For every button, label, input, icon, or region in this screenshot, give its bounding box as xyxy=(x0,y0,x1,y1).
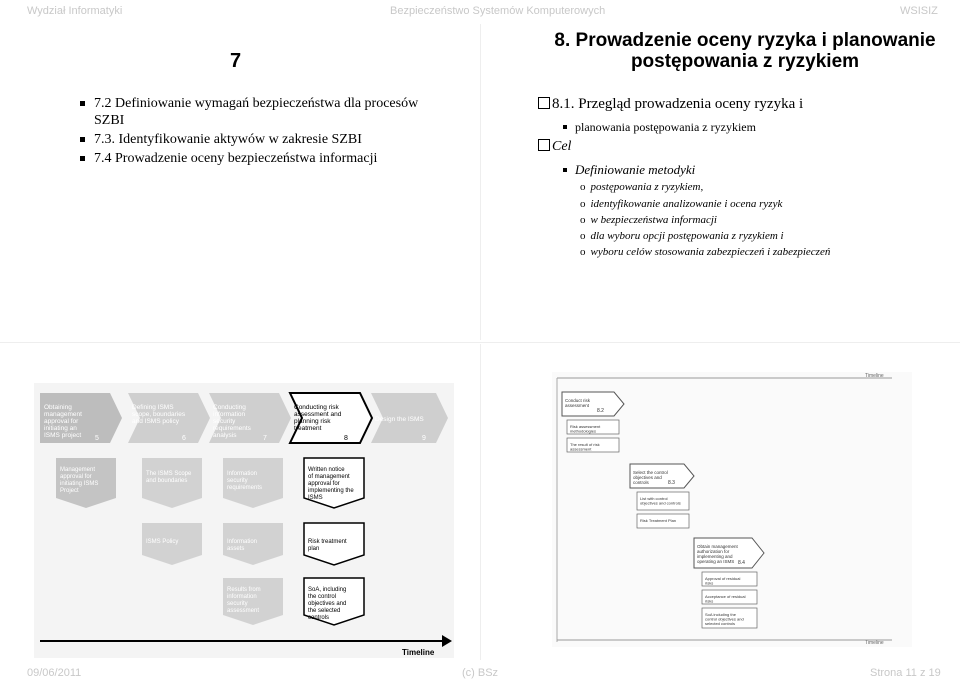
output-label: SoA including the control objectives and selected controls xyxy=(705,612,744,626)
output-label: The ISMS Scope and boundaries xyxy=(146,471,192,484)
phase-number: 6 xyxy=(182,435,186,442)
header-faculty: Wydział Informatyki xyxy=(27,5,123,17)
checkbox-bullet-icon xyxy=(538,139,550,151)
output-label: Information security requirements xyxy=(227,471,263,491)
list-item: 7.2 Definiowanie wymagań bezpieczeństwa dla procesów SZBI xyxy=(80,95,420,129)
output-label: Risk assessment methodologies xyxy=(570,424,601,434)
list-item: o wyboru celów stosowania zabezpieczeń i zabezpieczeń xyxy=(580,246,831,258)
list-item: o dla wyboru opcji postępowania z ryzykiem i xyxy=(580,230,784,242)
bullet-icon xyxy=(563,168,567,172)
step-number: 8.3 xyxy=(668,480,675,486)
footer-page-number: Strona 11 z 19 xyxy=(870,667,941,679)
step-label: Obtain management authorization for implementing and operating an ISMS xyxy=(697,544,738,564)
output-label: Information assets xyxy=(227,539,258,552)
header-course: Bezpieczeństwo Systemów Komputerowych xyxy=(390,5,606,17)
phase-label: Conducting information security requirements analysis xyxy=(213,404,251,439)
bullet-icon xyxy=(563,125,567,129)
output-label: The result of risk assessment xyxy=(570,442,600,452)
slide-page-number: 7 xyxy=(230,50,242,72)
phase-label: Obtaining management approval for initiating an ISMS project xyxy=(44,404,82,439)
output-label: Written notice of management approval for implementing the ISMS xyxy=(308,467,354,501)
list-item: 7.4 Prowadzenie oceny bezpieczeństwa informacji xyxy=(80,150,420,167)
output-label: SoA, including the control objectives and the selected controls xyxy=(308,587,347,621)
phase-number: 7 xyxy=(263,435,267,442)
page-footer xyxy=(0,664,960,684)
output-label: List with control objectives and controls xyxy=(640,496,681,506)
slide-title: 8. Prowadzenie oceny ryzyka i planowanie postępowania z ryzykiem xyxy=(554,30,936,72)
list-item: 7.3. Identyfikowanie aktywów w zakresie SZBI xyxy=(80,131,420,148)
bullet-icon xyxy=(80,101,85,106)
step-number: 8.2 xyxy=(597,408,604,414)
phase-number: 9 xyxy=(422,435,426,442)
output-label: Results from information security assessment xyxy=(227,587,261,614)
section-heading: 8.1. Przegląd prowadzenia oceny ryzyka i xyxy=(538,96,803,113)
left-slide-list xyxy=(80,95,420,169)
risk-process-diagram xyxy=(552,372,912,647)
slide-divider-horizontal xyxy=(0,342,960,343)
goal-label: Cel xyxy=(538,139,571,155)
method-label: Definiowanie metodyki xyxy=(563,162,695,178)
phase-label: Design the ISMS xyxy=(375,416,424,423)
header-school: WSISIZ xyxy=(900,5,938,17)
timeline-label: Timeline xyxy=(865,373,884,379)
output-label: Approval of residual risks xyxy=(705,576,741,586)
output-label: ISMS Policy xyxy=(146,539,179,545)
step-label: Conduct risk assessment xyxy=(565,398,591,408)
output-label: Risk treatment plan xyxy=(308,539,347,552)
phase-label: Defining ISMS scope, boundaries and ISMS policy xyxy=(132,404,186,425)
phase-number: 8 xyxy=(344,435,348,442)
phase-number: 5 xyxy=(95,435,99,442)
output-label: Management approval for initiating ISMS Project xyxy=(60,467,99,494)
output-label: Risk Treatment Plan xyxy=(640,518,677,523)
phase-label: Conducting risk assessment and planning risk treatment xyxy=(294,404,342,432)
step-label: Select the control objectives and controls xyxy=(633,470,668,485)
footer-date: 09/06/2011 xyxy=(27,667,82,679)
bullet-icon xyxy=(80,156,85,161)
timeline-label: Timeline xyxy=(865,640,884,646)
output-label: Acceptance of residual risks xyxy=(705,594,746,604)
list-item: o postępowania z ryzykiem, xyxy=(580,181,704,193)
step-number: 8.4 xyxy=(738,560,745,566)
slide-divider-vertical-bottom xyxy=(480,344,481,660)
list-item: o w bezpieczeństwa informacji xyxy=(580,214,717,226)
list-item: o identyfikowanie analizowanie i ocena ryzyk xyxy=(580,198,783,210)
isms-process-diagram xyxy=(34,383,454,658)
slide-divider-vertical-top xyxy=(480,24,481,340)
section-heading-cont: planowania postępowania z ryzykiem xyxy=(563,120,756,135)
page-header xyxy=(0,0,960,24)
bullet-icon xyxy=(80,137,85,142)
footer-copyright: (c) BSz xyxy=(462,667,499,679)
timeline-label: Timeline xyxy=(402,648,435,657)
checkbox-bullet-icon xyxy=(538,97,550,109)
